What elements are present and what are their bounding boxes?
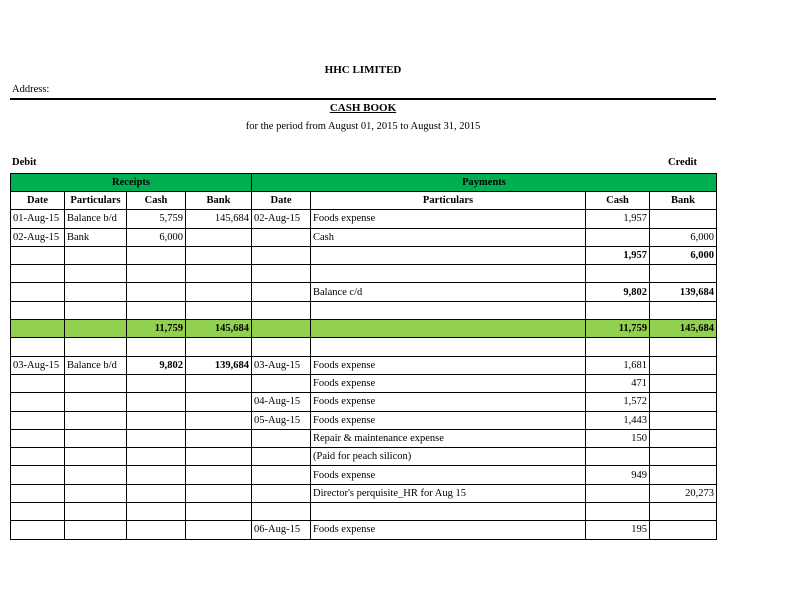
cell-cash-receipts: 11,759	[127, 320, 186, 338]
cell-bank-receipts	[186, 521, 252, 539]
column-header-cash-receipts: Cash	[127, 192, 186, 210]
cell-bank-receipts	[186, 265, 252, 283]
cell-particulars-payments: Cash	[311, 228, 586, 246]
cell-particulars-receipts	[65, 411, 127, 429]
cell-cash-receipts	[127, 301, 186, 319]
cell-date-receipts	[11, 374, 65, 392]
cell-bank-receipts	[186, 448, 252, 466]
cell-date-payments: 03-Aug-15	[252, 356, 311, 374]
cell-particulars-payments	[311, 320, 586, 338]
cell-bank-receipts	[186, 301, 252, 319]
cell-particulars-payments	[311, 265, 586, 283]
cell-particulars-receipts	[65, 466, 127, 484]
cell-bank-payments	[650, 503, 717, 521]
cell-bank-payments	[650, 356, 717, 374]
cell-date-payments	[252, 265, 311, 283]
cell-date-payments	[252, 466, 311, 484]
period-text: for the period from August 01, 2015 to August 31, 2015	[245, 121, 481, 132]
cell-particulars-payments: Repair & maintenance expense	[311, 429, 586, 447]
cell-particulars-payments	[311, 301, 586, 319]
cell-particulars-receipts	[65, 338, 127, 356]
cell-cash-payments: 1,681	[586, 356, 650, 374]
cell-bank-receipts	[186, 411, 252, 429]
receipts-header: Receipts	[11, 174, 252, 192]
cell-particulars-receipts	[65, 393, 127, 411]
column-header-date-receipts: Date	[11, 192, 65, 210]
cell-cash-receipts: 9,802	[127, 356, 186, 374]
cell-date-payments	[252, 448, 311, 466]
cell-date-receipts	[11, 265, 65, 283]
cell-bank-receipts	[186, 374, 252, 392]
cell-particulars-payments: Foods expense	[311, 374, 586, 392]
debit-label: Debit	[12, 157, 37, 168]
cell-bank-receipts	[186, 484, 252, 502]
cell-cash-receipts	[127, 448, 186, 466]
cell-bank-payments: 20,273	[650, 484, 717, 502]
cell-particulars-payments: Foods expense	[311, 356, 586, 374]
cell-particulars-receipts	[65, 320, 127, 338]
cell-bank-receipts: 145,684	[186, 320, 252, 338]
cell-cash-payments: 1,443	[586, 411, 650, 429]
cell-bank-payments	[650, 265, 717, 283]
cell-date-payments	[252, 374, 311, 392]
cell-particulars-payments: Foods expense	[311, 466, 586, 484]
cell-particulars-payments: Foods expense	[311, 210, 586, 228]
cell-bank-receipts	[186, 393, 252, 411]
cell-particulars-payments: (Paid for peach silicon)	[311, 448, 586, 466]
cell-particulars-receipts	[65, 301, 127, 319]
cell-bank-receipts	[186, 283, 252, 301]
cell-date-receipts	[11, 429, 65, 447]
table-row	[11, 356, 717, 374]
cell-bank-receipts	[186, 466, 252, 484]
cell-particulars-payments	[311, 338, 586, 356]
cell-particulars-receipts	[65, 429, 127, 447]
column-header-cash-payments: Cash	[586, 192, 650, 210]
cell-bank-payments: 145,684	[650, 320, 717, 338]
cell-particulars-receipts: Balance b/d	[65, 356, 127, 374]
cell-bank-receipts: 145,684	[186, 210, 252, 228]
cell-particulars-payments: Foods expense	[311, 393, 586, 411]
cell-date-receipts	[11, 338, 65, 356]
cell-bank-payments	[650, 429, 717, 447]
cell-bank-receipts	[186, 338, 252, 356]
cell-date-payments: 06-Aug-15	[252, 521, 311, 539]
cell-date-receipts	[11, 521, 65, 539]
cell-cash-payments: 9,802	[586, 283, 650, 301]
cell-cash-receipts	[127, 503, 186, 521]
table-row	[11, 393, 717, 411]
table-row	[11, 246, 717, 264]
cell-particulars-receipts	[65, 521, 127, 539]
table-row	[11, 521, 717, 539]
header-divider	[10, 98, 716, 100]
cell-date-receipts: 01-Aug-15	[11, 210, 65, 228]
cell-cash-payments	[586, 338, 650, 356]
cell-cash-receipts	[127, 429, 186, 447]
cell-date-receipts	[11, 484, 65, 502]
cell-particulars-receipts	[65, 484, 127, 502]
table-row	[11, 374, 717, 392]
cell-bank-receipts	[186, 503, 252, 521]
cell-bank-receipts: 139,684	[186, 356, 252, 374]
cell-date-receipts	[11, 246, 65, 264]
cash-book-table	[10, 173, 717, 540]
cell-cash-payments	[586, 503, 650, 521]
cell-date-receipts	[11, 283, 65, 301]
cell-date-payments: 02-Aug-15	[252, 210, 311, 228]
table-row	[11, 338, 717, 356]
cell-cash-receipts	[127, 283, 186, 301]
cell-cash-receipts	[127, 246, 186, 264]
cell-date-payments	[252, 301, 311, 319]
cell-bank-payments	[650, 374, 717, 392]
cell-cash-payments: 1,572	[586, 393, 650, 411]
cell-date-receipts	[11, 393, 65, 411]
cell-cash-receipts: 6,000	[127, 228, 186, 246]
cell-date-receipts	[11, 301, 65, 319]
cell-cash-receipts	[127, 411, 186, 429]
table-row	[11, 228, 717, 246]
cell-date-payments	[252, 283, 311, 301]
cell-particulars-receipts: Balance b/d	[65, 210, 127, 228]
cell-bank-payments: 6,000	[650, 246, 717, 264]
cell-cash-receipts	[127, 265, 186, 283]
cell-date-receipts	[11, 320, 65, 338]
cell-bank-payments	[650, 338, 717, 356]
cell-date-payments	[252, 338, 311, 356]
table-row	[11, 466, 717, 484]
cell-cash-receipts	[127, 338, 186, 356]
cell-date-payments	[252, 246, 311, 264]
cell-particulars-receipts	[65, 503, 127, 521]
table-row	[11, 429, 717, 447]
cell-bank-receipts	[186, 429, 252, 447]
payments-header: Payments	[252, 174, 717, 192]
cell-cash-payments: 1,957	[586, 246, 650, 264]
cell-cash-receipts	[127, 521, 186, 539]
cell-cash-payments	[586, 228, 650, 246]
cell-bank-payments: 6,000	[650, 228, 717, 246]
cell-bank-payments	[650, 466, 717, 484]
cell-cash-receipts	[127, 374, 186, 392]
cell-particulars-receipts	[65, 265, 127, 283]
cell-cash-receipts: 5,759	[127, 210, 186, 228]
column-header-date-payments: Date	[252, 192, 311, 210]
cell-date-receipts	[11, 503, 65, 521]
cell-bank-payments	[650, 210, 717, 228]
table-row	[11, 265, 717, 283]
cell-cash-receipts	[127, 466, 186, 484]
cell-date-payments: 05-Aug-15	[252, 411, 311, 429]
cell-date-receipts: 03-Aug-15	[11, 356, 65, 374]
address-label: Address:	[12, 84, 50, 95]
cell-particulars-payments: Director's perquisite_HR for Aug 15	[311, 484, 586, 502]
cell-particulars-payments: Foods expense	[311, 521, 586, 539]
column-header-bank-payments: Bank	[650, 192, 717, 210]
cell-bank-payments: 139,684	[650, 283, 717, 301]
table-row	[11, 484, 717, 502]
total-row	[11, 320, 717, 338]
cell-cash-payments: 1,957	[586, 210, 650, 228]
cell-cash-payments: 471	[586, 374, 650, 392]
table-row	[11, 448, 717, 466]
cell-cash-payments: 949	[586, 466, 650, 484]
table-row	[11, 210, 717, 228]
table-row	[11, 503, 717, 521]
cell-bank-receipts	[186, 246, 252, 264]
cell-date-payments	[252, 320, 311, 338]
table-row	[11, 301, 717, 319]
cell-cash-payments: 11,759	[586, 320, 650, 338]
company-name: HHC LIMITED	[324, 64, 402, 76]
cell-particulars-receipts: Bank	[65, 228, 127, 246]
cell-bank-receipts	[186, 228, 252, 246]
cell-cash-payments: 195	[586, 521, 650, 539]
cell-date-payments	[252, 429, 311, 447]
cell-date-payments	[252, 503, 311, 521]
cell-date-receipts	[11, 448, 65, 466]
cell-bank-payments	[650, 301, 717, 319]
cell-date-receipts: 02-Aug-15	[11, 228, 65, 246]
cell-cash-payments	[586, 484, 650, 502]
cell-cash-receipts	[127, 393, 186, 411]
cell-bank-payments	[650, 393, 717, 411]
cell-cash-payments	[586, 448, 650, 466]
cell-date-receipts	[11, 466, 65, 484]
cell-bank-payments	[650, 521, 717, 539]
column-header-particulars-payments: Particulars	[311, 192, 586, 210]
column-header-bank-receipts: Bank	[186, 192, 252, 210]
cell-bank-payments	[650, 411, 717, 429]
book-title: CASH BOOK	[329, 102, 397, 114]
cell-date-payments	[252, 484, 311, 502]
cell-cash-payments	[586, 265, 650, 283]
cell-particulars-payments	[311, 246, 586, 264]
cell-bank-payments	[650, 448, 717, 466]
cell-date-receipts	[11, 411, 65, 429]
cell-particulars-receipts	[65, 246, 127, 264]
cell-particulars-receipts	[65, 283, 127, 301]
cell-particulars-payments: Foods expense	[311, 411, 586, 429]
cell-cash-payments	[586, 301, 650, 319]
cell-date-payments	[252, 228, 311, 246]
column-header-particulars-receipts: Particulars	[65, 192, 127, 210]
cell-particulars-receipts	[65, 374, 127, 392]
cell-cash-payments: 150	[586, 429, 650, 447]
cell-particulars-receipts	[65, 448, 127, 466]
cell-date-payments: 04-Aug-15	[252, 393, 311, 411]
credit-label: Credit	[668, 157, 697, 168]
table-row	[11, 283, 717, 301]
cell-particulars-payments	[311, 503, 586, 521]
table-row	[11, 411, 717, 429]
cell-cash-receipts	[127, 484, 186, 502]
cell-particulars-payments: Balance c/d	[311, 283, 586, 301]
